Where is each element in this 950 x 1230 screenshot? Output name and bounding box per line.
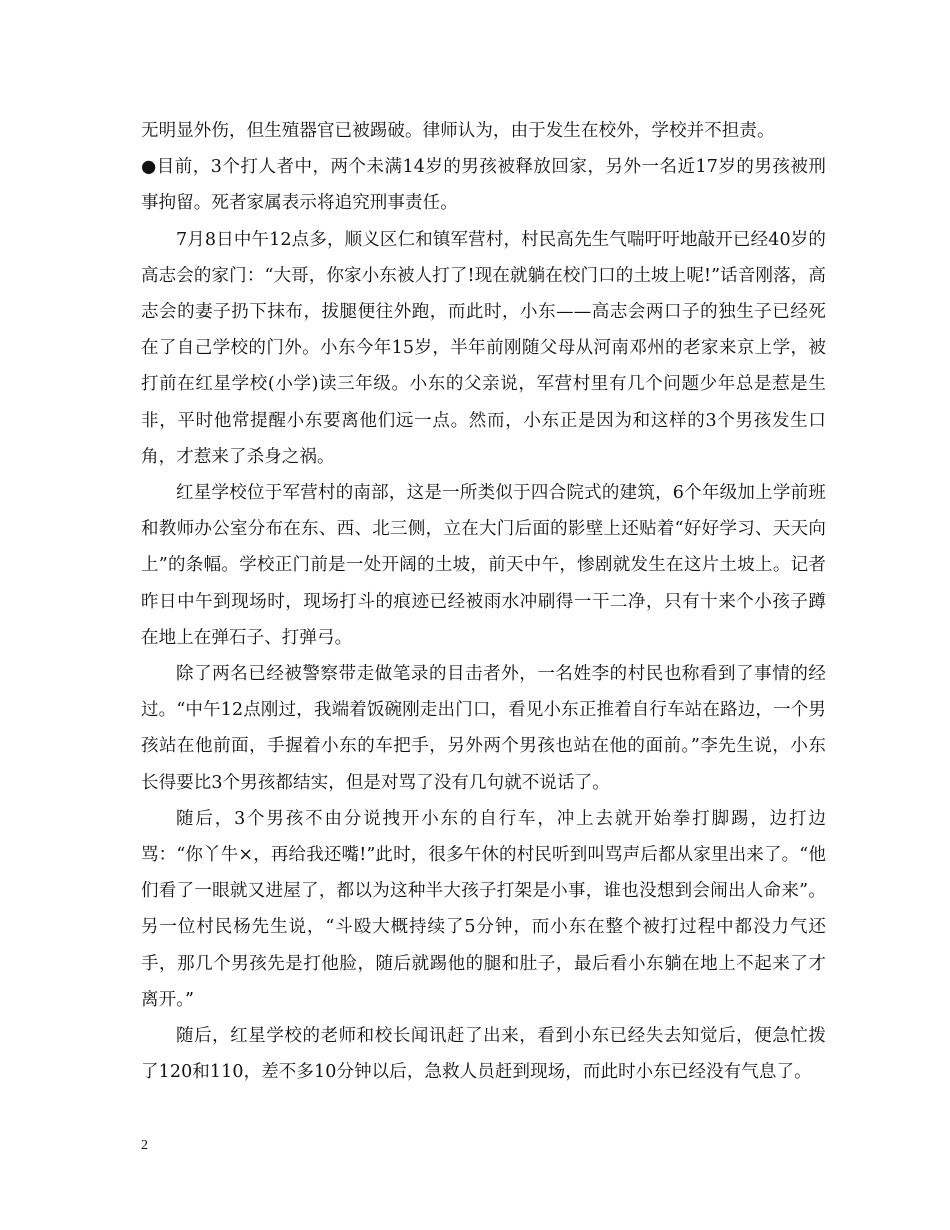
- body-text: [141, 113, 826, 1090]
- paragraph: 无明显外伤，但生殖器官已被踢破。律师认为，由于发生在校外，学校并不担责。: [141, 121, 775, 141]
- page-number: 2: [141, 1138, 148, 1153]
- paragraph: 7月8日中午12点多，顺义区仁和镇军营村，村民高先生气喘吁吁地敲开已经40岁的高志会的家门：“大哥，你家小东被人打了!现在就躺在校门口的土坡上呢!”话音刚落，高志会的妻子扔下抹布，拔腿便往外跑，而此时，小东——高志会两口子的独生子已经死在了自己学校的门外。小东今年15岁，半年前刚随父母从河南邓州的老家来京上学，被打前在红星学校(小学)读三年级。小东的父亲说，军营村里有几个问题少年总是惹是生非，平时他常提醒小东要离他们远一点。然而，小东正是因为和这样的3个男孩发生口角，才惹来了杀身之祸。: [141, 229, 826, 467]
- paragraph: 随后，红星学校的老师和校长闻讯赶了出来，看到小东已经失去知觉后，便急忙拨了120和110，差不多10分钟以后，急救人员赶到现场，而此时小东已经没有气息了。: [141, 1026, 826, 1083]
- paragraph: ●目前，3个打人者中，两个未满14岁的男孩被释放回家，另外一名近17岁的男孩被刑事拘留。死者家属表示将追究刑事责任。: [141, 157, 826, 214]
- paragraph: 随后，3个男孩不由分说拽开小东的自行车，冲上去就开始拳打脚踢，边打边骂：“你丫牛×，再给我还嘴!”此时，很多午休的村民听到叫骂声后都从家里出来了。“他们看了一眼就又进屋了，都以为这种半大孩子打架是小事，谁也没想到会闹出人命来”。另一位村民杨先生说，“斗殴大概持续了5分钟，而小东在整个被打过程中都没力气还手，那几个男孩先是打他脸，随后就踢他的腿和肚子，最后看小东躺在地上不起来了才离开。”: [141, 808, 826, 1010]
- paragraph: 红星学校位于军营村的南部，这是一所类似于四合院式的建筑，6个年级加上学前班和教师办公室分布在东、西、北三侧，立在大门后面的影壁上还贴着“好好学习、天天向上”的条幅。学校正门前是一处开阔的土坡，前天中午，惨剧就发生在这片土坡上。记者昨日中午到现场时，现场打斗的痕迹已经被雨水冲刷得一干二净，只有十来个小孩子蹲在地上在弹石子、打弹弓。: [141, 483, 826, 648]
- paragraph: 除了两名已经被警察带走做笔录的目击者外，一名姓李的村民也称看到了事情的经过。“中午12点刚过，我端着饭碗刚走出门口，看见小东正推着自行车站在路边，一个男孩站在他前面，手握着小东的车把手，另外两个男孩也站在他的面前。”李先生说，小东长得要比3个男孩都结实，但是对骂了没有几句就不说话了。: [141, 664, 826, 793]
